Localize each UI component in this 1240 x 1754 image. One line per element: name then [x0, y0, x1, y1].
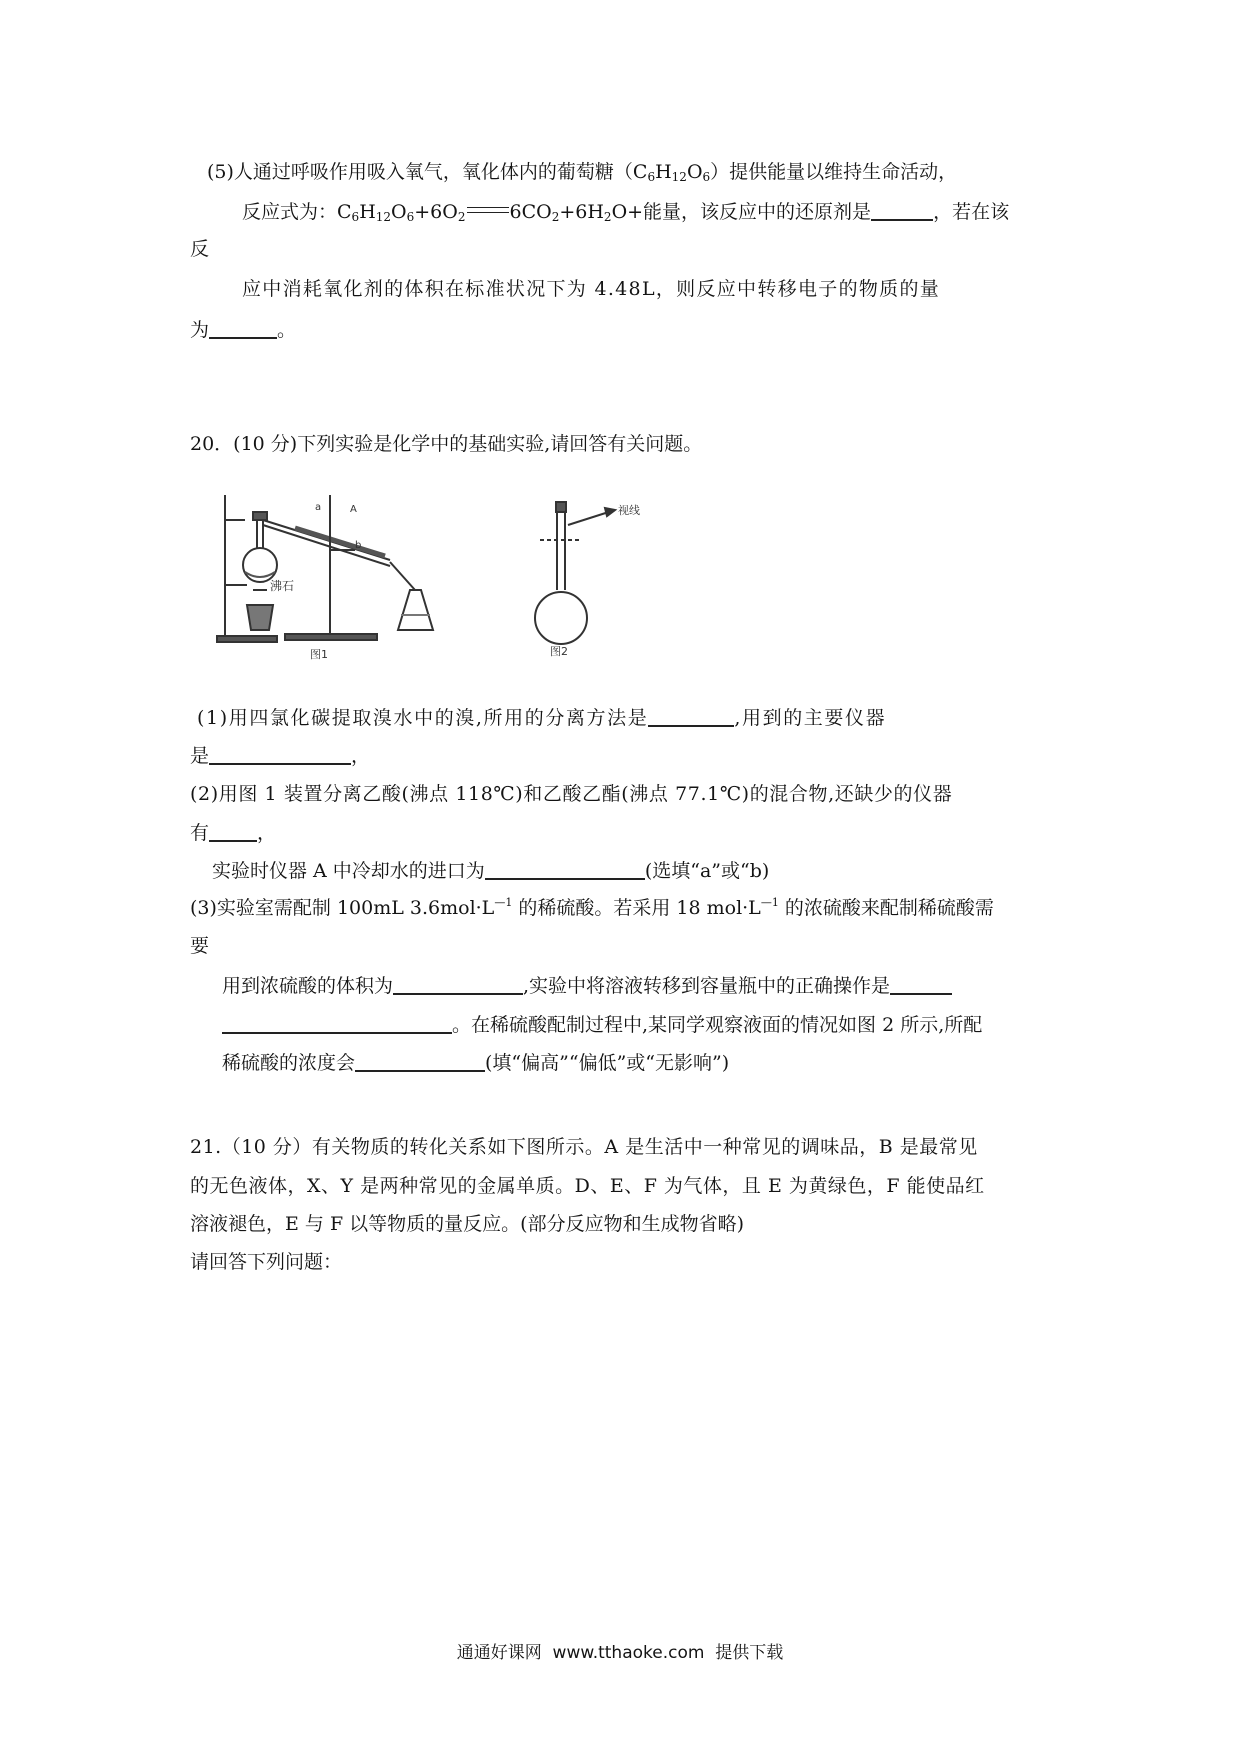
answer-blank-concentration-effect[interactable]	[355, 1050, 485, 1072]
footer-url[interactable]: www.tthaoke.com	[552, 1643, 705, 1663]
q19-line3: 反	[190, 238, 210, 260]
footer-note: 提供下载	[715, 1643, 784, 1663]
fig1-label-boiling-stone: 沸石	[270, 579, 295, 593]
q20-p3-line3: 用到浓硫酸的体积为 ,实验中将溶液转移到容量瓶中的正确操作是	[222, 973, 952, 998]
answer-blank-main-instrument[interactable]	[209, 743, 351, 765]
fig1-label-A: A	[350, 504, 357, 515]
q20-p1-line1: (1)用四氯化碳提取溴水中的溴,所用的分离方法是 ,用到的主要仪器	[197, 707, 887, 729]
fig1-label-b: b	[355, 540, 362, 551]
answer-blank-water-inlet[interactable]	[485, 858, 645, 880]
page-footer	[0, 1638, 1240, 1663]
answer-blank-missing-instrument[interactable]	[209, 820, 257, 842]
q20-p3-line1: (3)实验室需配制 100mL $3.6mol\cdot L^{—1}$ 的稀硫酸。若采用 18 $mol\cdot L^{—1}$ 的浓硫酸来配制稀硫酸需	[190, 896, 994, 919]
q20-p3-line4: 。在稀硫酸配制过程中,某同学观察液面的情况如图 2 所示,所配	[222, 1012, 982, 1037]
answer-blank-transfer-operation-b[interactable]	[222, 1012, 452, 1034]
answer-blank-reductant[interactable]	[871, 199, 933, 221]
answer-blank-transfer-operation-a[interactable]	[890, 973, 952, 995]
q20-p3-line5: 稀硫酸的浓度会 (填“偏高”“偏低”或“无影响”)	[222, 1052, 730, 1074]
footer-site-name: 通通好课网	[456, 1643, 542, 1663]
figure-2-volumetric-flask	[500, 490, 670, 660]
fig1-caption: 图1	[310, 648, 328, 660]
q21-line1: 21.（10 分）有关物质的转化关系如下图所示。A 是生活中一种常见的调味品，B 是最常见	[190, 1136, 978, 1158]
fig1-label-a: a	[315, 502, 322, 513]
q20-p1-line2: 是 ，	[190, 745, 371, 767]
answer-blank-acid-volume[interactable]	[393, 973, 523, 995]
q20-p3-line2: 要	[190, 935, 210, 957]
q21-line2: 的无色液体，X、Y 是两种常见的金属单质。D、E、F 为气体，且 E 为黄绿色，F 能使品红	[190, 1175, 985, 1197]
answer-blank-separation-method[interactable]	[648, 705, 734, 727]
fig2-caption: 图2	[550, 645, 568, 658]
fig2-label-sightline: 视线	[618, 504, 640, 517]
q19-line1: (5)人通过呼吸作用吸入氧气，氧化体内的葡萄糖$(C_6H_{12}O_6)$提供能量以维持生命活动，	[207, 161, 958, 184]
q20-heading: 20．(10 分)下列实验是化学中的基础实验,请回答有关问题。	[190, 433, 703, 455]
q20-p2-line2: 有 ，	[190, 822, 277, 844]
q21-line4: 请回答下列问题：	[190, 1251, 343, 1273]
equals-sign	[467, 207, 509, 213]
q21-line3: 溶液褪色，E 与 F 以等物质的量反应。(部分反应物和生成物省略)	[190, 1213, 744, 1235]
q19-line2-equation: 反应式为：$C_6H_{12}O_6+6O_2$ $6CO_2+6H_2O+$能量，该反应中的还原剂是 ，若在该	[242, 201, 1010, 224]
q20-p2-line3: 实验时仪器 A 中冷却水的进口为 (选填“a”或“b)	[212, 860, 770, 882]
q19-line5: 为 。	[190, 319, 297, 341]
figure-1-distillation-apparatus	[215, 490, 465, 660]
answer-blank-electron-moles[interactable]	[209, 317, 277, 339]
q19-line4: 应中消耗氧化剂的体积在标准状况下为 4.48L，则反应中转移电子的物质的量	[242, 278, 941, 300]
q20-p2-line1: (2)用图 1 装置分离乙酸(沸点 118℃)和乙酸乙酯(沸点 77.1℃)的混合物,还缺少的仪器	[190, 783, 953, 805]
